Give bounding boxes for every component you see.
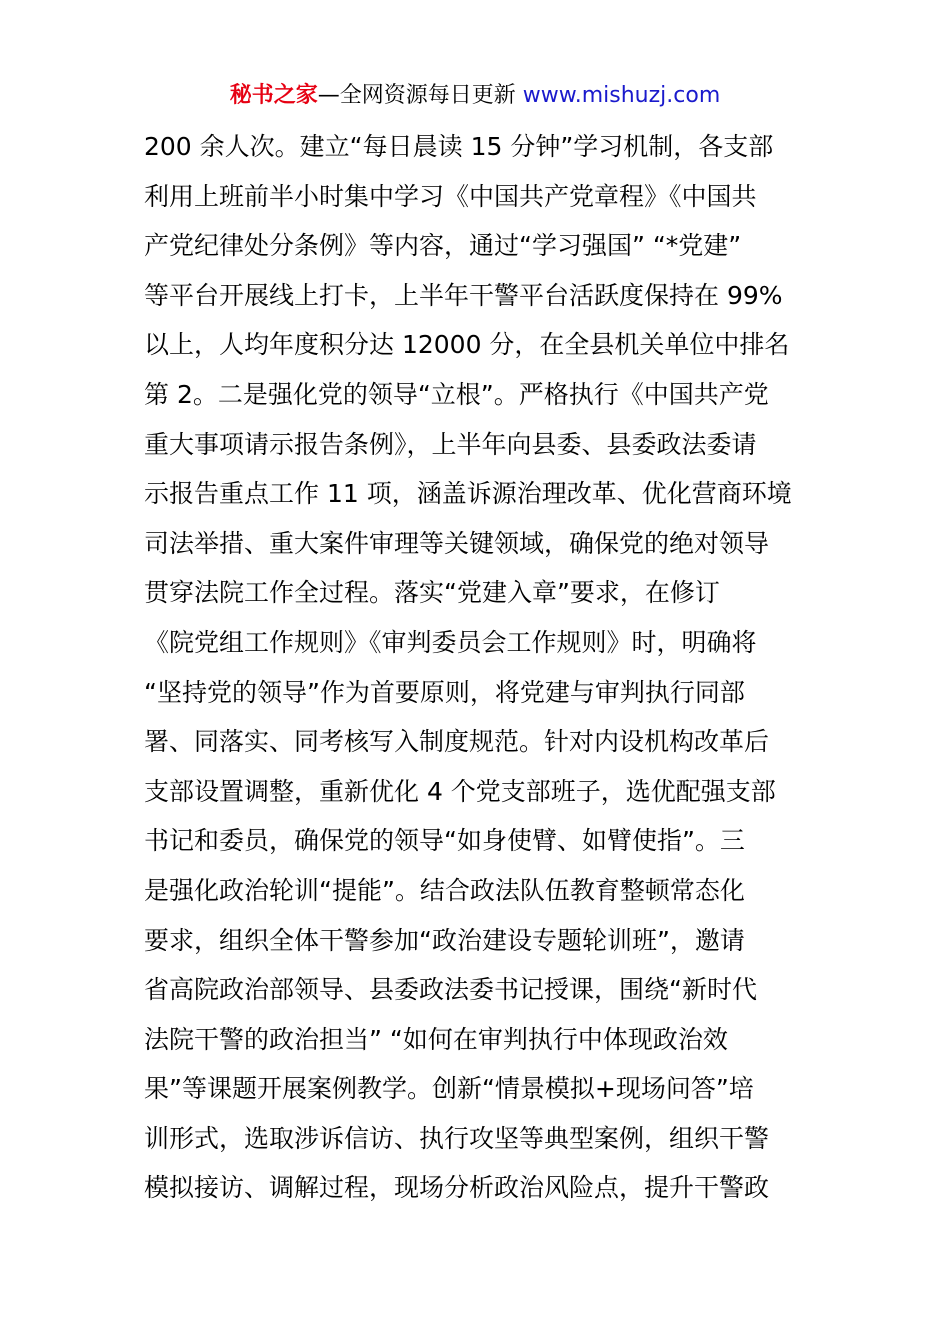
site-header xyxy=(0,82,950,110)
text-line: 是强化政治轮训“提能”。结合政法队伍教育整顿常态化 xyxy=(144,875,745,905)
text-line: 署、同落实、同考核写入制度规范。针对内设机构改革后 xyxy=(144,727,770,757)
document-body xyxy=(144,122,808,1213)
text-line: 等平台开展线上打卡，上半年干警平台活跃度保持在 99% xyxy=(144,280,783,310)
text-line: 贯穿法院工作全过程。落实“党建入章”要求，在修订 xyxy=(144,578,720,608)
site-brand: 秘书之家 xyxy=(229,83,318,108)
text-line: 要求，组织全体干警参加“政治建设专题轮训班”，邀请 xyxy=(144,925,745,955)
text-line: 书记和委员，确保党的领导“如身使臂、如臂使指”。三 xyxy=(144,826,745,856)
text-line: 200 余人次。建立“每日晨读 15 分钟”学习机制，各支部 xyxy=(144,132,774,161)
text-line: “坚持党的领导”作为首要原则，将党建与审判执行同部 xyxy=(144,677,745,707)
text-line: 重大事项请示报告条例》，上半年向县委、县委政法委请 xyxy=(144,429,757,459)
text-line: 《院党组工作规则》《审判委员会工作规则》时，明确将 xyxy=(144,627,757,657)
site-tagline: —全网资源每日更新 xyxy=(317,83,523,108)
text-line: 以上，人均年度积分达 12000 分，在全县机关单位中排名 xyxy=(144,330,790,360)
text-line: 支部设置调整，重新优化 4 个党支部班子，选优配强支部 xyxy=(144,776,776,806)
text-line: 司法举措、重大案件审理等关键领域，确保党的绝对领导 xyxy=(144,528,770,558)
text-line: 训形式，选取涉诉信访、执行攻坚等典型案例，组织干警 xyxy=(144,1123,770,1153)
text-line: 省高院政治部领导、县委政法委书记授课，围绕“新时代 xyxy=(144,975,757,1005)
text-line: 利用上班前半小时集中学习《中国共产党章程》《中国共 xyxy=(144,181,757,211)
text-line: 示报告重点工作 11 项，涵盖诉源治理改革、优化营商环境 xyxy=(144,479,792,509)
text-line: 模拟接访、调解过程，现场分析政治风险点，提升干警政 xyxy=(144,1173,770,1203)
text-line: 产党纪律处分条例》等内容，通过“学习强国” “*党建” xyxy=(144,231,742,261)
text-line: 果”等课题开展案例教学。创新“情景模拟+现场问答”培 xyxy=(144,1074,754,1104)
text-line: 法院干警的政治担当” “如何在审判执行中体现政治效 xyxy=(144,1024,728,1054)
text-line: 第 2。二是强化党的领导“立根”。严格执行《中国共产党 xyxy=(144,379,769,409)
site-url-link[interactable]: www.mishuzj.com xyxy=(522,83,721,108)
